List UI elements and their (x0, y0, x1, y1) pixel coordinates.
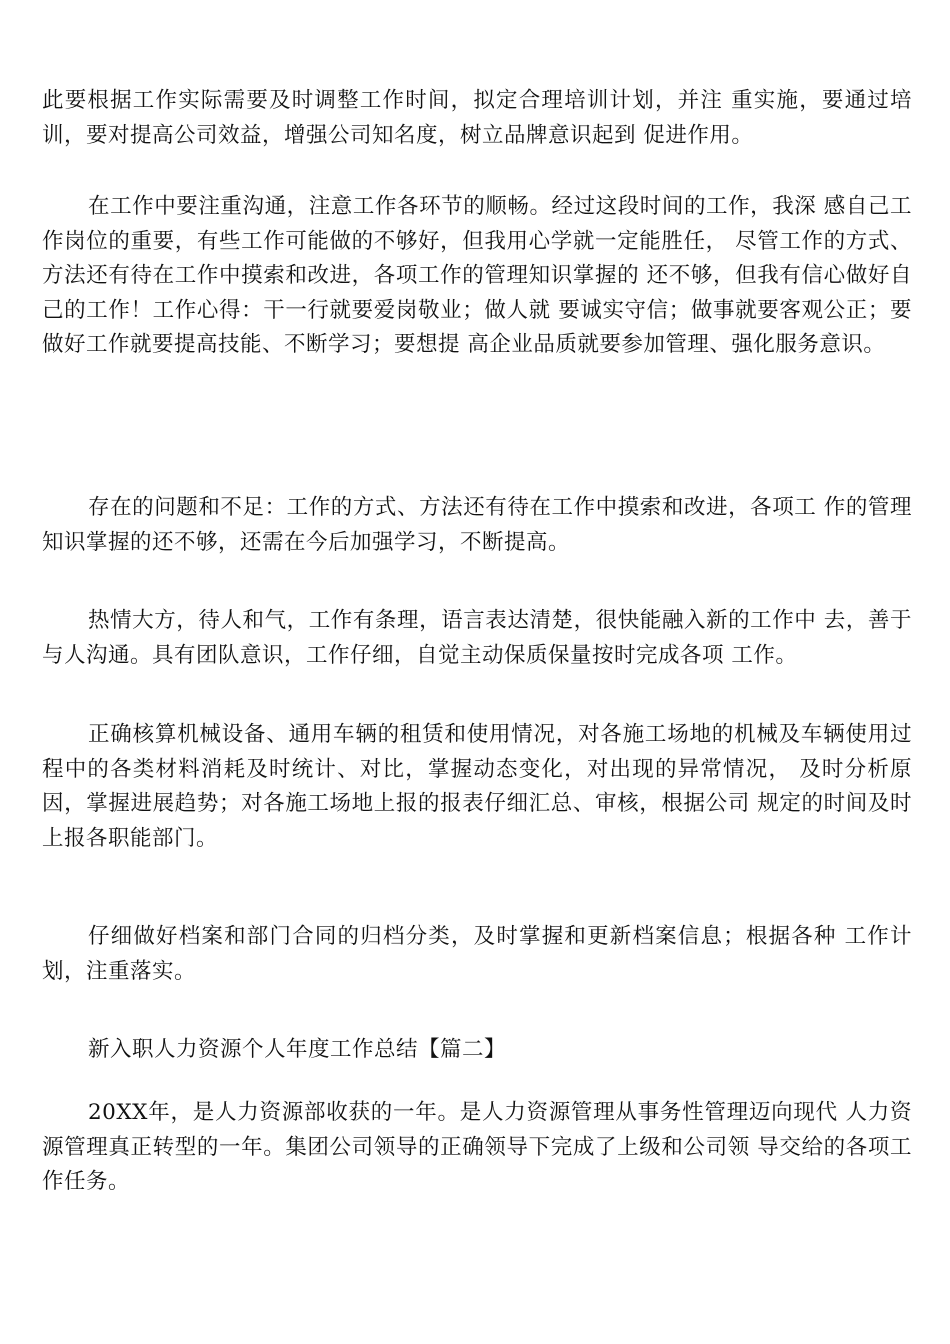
paragraph: 仔细做好档案和部门合同的归档分类，及时掌握和更新档案信息；根据各种 工作计划，注重落实。 (42, 924, 912, 984)
section-heading: 新入职人力资源个人年度工作总结【篇二】 (88, 1037, 507, 1062)
paragraph: 20XX年，是人力资源部收获的一年。是人力资源管理从事务性管理迈向现代 人力资源管理真正转型的一年。集团公司领导的正确领导下完成了上级和公司领 导交给的各项工作任务。 (42, 1100, 912, 1194)
paragraph: 在工作中要注重沟通，注意工作各环节的顺畅。经过这段时间的工作，我深 感自己工作岗位的重要，有些工作可能做的不够好，但我用心学就一定能胜任， 尽管工作的方式、方法还有待在工作中摸索和改进，各项工作的管理知识掌握的 还不够，但我有信心做好自己的工作！工作心得：干一行就要爱岗敬业；做人就 要诚实守信；做事就要客观公正；要做好工作就要提高技能、不断学习；要想提 高企业品质就要参加管理、强化服务意识。 (42, 194, 912, 357)
paragraph: 此要根据工作实际需要及时调整工作时间，拟定合理培训计划，并注 重实施，要通过培训，要对提高公司效益，增强公司知名度，树立品牌意识起到 促进作用。 (42, 88, 912, 148)
paragraph: 存在的问题和不足：工作的方式、方法还有待在工作中摸索和改进，各项工 作的管理知识掌握的还不够，还需在今后加强学习，不断提高。 (42, 495, 912, 555)
paragraph: 热情大方，待人和气，工作有条理，语言表达清楚，很快能融入新的工作中 去，善于与人沟通。具有团队意识，工作仔细，自觉主动保质保量按时完成各项 工作。 (42, 608, 912, 668)
paragraph: 正确核算机械设备、通用车辆的租赁和使用情况，对各施工场地的机械及车辆使用过程中的各类材料消耗及时统计、对比，掌握动态变化，对出现的异常情况， 及时分析原因，掌握进展趋势；对各施工场地上报的报表仔细汇总、审核，根据公司 规定的时间及时上报各职能部门。 (42, 722, 912, 851)
